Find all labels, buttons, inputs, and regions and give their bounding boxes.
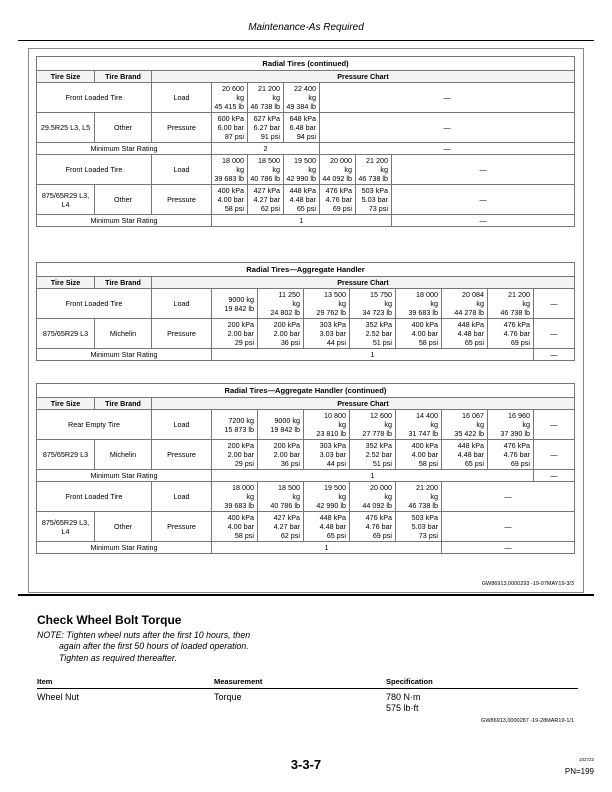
dash-cell: — bbox=[534, 289, 575, 319]
value-cell: 22 400 kg 49 384 lb bbox=[284, 83, 320, 113]
value-cell: 16 960 kg 37 390 lb bbox=[488, 410, 534, 440]
section-title: Check Wheel Bolt Torque bbox=[37, 613, 182, 627]
dash-cell: — bbox=[392, 215, 575, 227]
row-type: Pressure bbox=[152, 113, 212, 143]
value-cell: 18 000 kg 39 683 lb bbox=[212, 155, 248, 185]
value-cell: 200 kPa 2.00 bar 29 psi bbox=[212, 440, 258, 470]
row-type: Load bbox=[152, 410, 212, 440]
value-cell: 448 kPa 4.48 bar 65 psi bbox=[304, 512, 350, 542]
tire-size: 875/65R29 L3, L4 bbox=[37, 185, 95, 215]
section-divider bbox=[18, 594, 594, 596]
value-cell: 600 kPa 6.00 bar 87 psi bbox=[212, 113, 248, 143]
tire-brand: Other bbox=[95, 113, 152, 143]
value-cell: 19 500 kg 42 990 lb bbox=[284, 155, 320, 185]
value-cell: 476 kPa 4.76 bar 69 psi bbox=[488, 319, 534, 349]
value-cell: 13 500 kg 29 762 lb bbox=[304, 289, 350, 319]
dash-cell: — bbox=[320, 83, 575, 113]
row-type: Load bbox=[152, 155, 212, 185]
tire-brand: Other bbox=[95, 185, 152, 215]
value-cell: 303 kPa 3.03 bar 44 psi bbox=[304, 319, 350, 349]
value-cell: 200 kPa 2.00 bar 36 psi bbox=[258, 319, 304, 349]
min-star-value: 1 bbox=[212, 215, 392, 227]
measurement-value: Torque bbox=[214, 692, 242, 702]
value-cell: 20 000 kg 44 092 lb bbox=[350, 482, 396, 512]
value-cell: 18 000 kg 39 683 lb bbox=[396, 289, 442, 319]
row-type: Pressure bbox=[152, 440, 212, 470]
min-star-label: Minimum Star Rating bbox=[37, 349, 212, 361]
value-cell: 9000 kg 19 842 lb bbox=[258, 410, 304, 440]
note bbox=[37, 630, 537, 664]
value-cell: 400 kPa 4.00 bar 58 psi bbox=[396, 440, 442, 470]
col-tire-brand: Tire Brand bbox=[95, 71, 152, 83]
col-tire-size: Tire Size bbox=[37, 277, 95, 289]
dash-cell: — bbox=[320, 113, 575, 143]
value-cell: 400 kPa 4.00 bar 58 psi bbox=[396, 319, 442, 349]
table-title: Radial Tires—Aggregate Handler bbox=[37, 263, 575, 277]
value-cell: 20 084 kg 44 278 lb bbox=[442, 289, 488, 319]
row-type: Load bbox=[152, 482, 212, 512]
value-cell: 476 kPa 4.76 bar 69 psi bbox=[488, 440, 534, 470]
row-type: Pressure bbox=[152, 185, 212, 215]
col-tire-brand: Tire Brand bbox=[95, 277, 152, 289]
value-cell: 21 200 kg 46 738 lb bbox=[356, 155, 392, 185]
value-cell: 400 kPa 4.00 bar 58 psi bbox=[212, 185, 248, 215]
value-cell: 648 kPa 6.48 bar 94 psi bbox=[284, 113, 320, 143]
value-cell: 18 500 kg 40 786 lb bbox=[258, 482, 304, 512]
row-type: Pressure bbox=[152, 319, 212, 349]
value-cell: 16 067 kg 35 422 lb bbox=[442, 410, 488, 440]
item-value: Wheel Nut bbox=[37, 692, 80, 702]
table-title: Radial Tires (continued) bbox=[37, 57, 575, 71]
value-cell: 476 kPa 4.76 bar 69 psi bbox=[320, 185, 356, 215]
col-tire-size: Tire Size bbox=[37, 71, 95, 83]
value-cell: 448 kPa 4.48 bar 65 psi bbox=[284, 185, 320, 215]
value-cell: 352 kPa 2.52 bar 51 psi bbox=[350, 319, 396, 349]
value-cell: 14 400 kg 31 747 lb bbox=[396, 410, 442, 440]
row-type: Load bbox=[152, 289, 212, 319]
value-cell: 427 kPa 4.27 bar 62 psi bbox=[248, 185, 284, 215]
tire-brand: Other bbox=[95, 512, 152, 542]
tire-size: 875/65R29 L3, L4 bbox=[37, 512, 95, 542]
min-star-label: Minimum Star Rating bbox=[37, 143, 212, 155]
dash-cell: — bbox=[534, 440, 575, 470]
reference-code: GW86913,0000293 -19-07MAY19-3/3 bbox=[481, 581, 574, 587]
value-cell: 503 kPa 5.03 bar 73 psi bbox=[356, 185, 392, 215]
value-cell: 12 600 kg 27 778 lb bbox=[350, 410, 396, 440]
spec-value-metric: 780 N·m bbox=[386, 692, 421, 702]
col-tire-size: Tire Size bbox=[37, 398, 95, 410]
spec-value-imperial: 575 lb·ft bbox=[386, 703, 419, 713]
dash-cell: — bbox=[442, 512, 575, 542]
value-cell: 627 kPa 6.27 bar 91 psi bbox=[248, 113, 284, 143]
row-label: Front Loaded Tire bbox=[37, 482, 152, 512]
min-star-label: Minimum Star Rating bbox=[37, 215, 212, 227]
value-cell: 21 200 kg 46 738 lb bbox=[248, 83, 284, 113]
value-cell: 7200 kg 15 873 lb bbox=[212, 410, 258, 440]
value-cell: 200 kPa 2.00 bar 29 psi bbox=[212, 319, 258, 349]
col-measurement: Measurement bbox=[214, 677, 263, 686]
page-header: Maintenance-As Required bbox=[248, 22, 364, 33]
col-pressure-chart: Pressure Chart bbox=[152, 277, 575, 289]
table-rule bbox=[37, 688, 578, 689]
footer-small-ref: 102722 bbox=[578, 757, 594, 762]
dash-cell: — bbox=[442, 482, 575, 512]
header-rule bbox=[18, 40, 594, 41]
value-cell: 10 800 kg 23 810 lb bbox=[304, 410, 350, 440]
aggregate-handler-table bbox=[36, 262, 575, 361]
col-pressure-chart: Pressure Chart bbox=[152, 71, 575, 83]
value-cell: 21 200 kg 46 738 lb bbox=[396, 482, 442, 512]
dash-cell: — bbox=[392, 155, 575, 185]
tire-brand: Michelin bbox=[95, 440, 152, 470]
reference-code: GW86913,0000287 -19-28MAR19-1/1 bbox=[481, 718, 574, 724]
min-star-value: 1 bbox=[212, 349, 534, 361]
value-cell: 20 600 kg 45 415 lb bbox=[212, 83, 248, 113]
table-title: Radial Tires—Aggregate Handler (continued) bbox=[37, 384, 575, 398]
value-cell: 19 500 kg 42 990 lb bbox=[304, 482, 350, 512]
note-line: Tighten as required thereafter. bbox=[59, 652, 177, 663]
row-label: Rear Empty Tire bbox=[37, 410, 152, 440]
value-cell: 400 kPa 4.00 bar 58 psi bbox=[212, 512, 258, 542]
value-cell: 18 000 kg 39 683 lb bbox=[212, 482, 258, 512]
col-specification: Specification bbox=[386, 677, 433, 686]
value-cell: 18 500 kg 40 786 lb bbox=[248, 155, 284, 185]
page-number: 3-3-7 bbox=[290, 757, 322, 772]
dash-cell: — bbox=[320, 143, 575, 155]
value-cell: 476 kPa 4.76 bar 69 psi bbox=[350, 512, 396, 542]
value-cell: 9000 kg 19 842 lb bbox=[212, 289, 258, 319]
aggregate-handler-continued-table bbox=[36, 383, 575, 554]
col-tire-brand: Tire Brand bbox=[95, 398, 152, 410]
value-cell: 448 kPa 4.48 bar 65 psi bbox=[442, 319, 488, 349]
pn-number: PN=199 bbox=[564, 767, 594, 776]
tire-size: 875/65R29 L3 bbox=[37, 319, 95, 349]
min-star-label: Minimum Star Rating bbox=[37, 470, 212, 482]
dash-cell: — bbox=[534, 410, 575, 440]
value-cell: 200 kPa 2.00 bar 36 psi bbox=[258, 440, 304, 470]
value-cell: 427 kPa 4.27 bar 62 psi bbox=[258, 512, 304, 542]
value-cell: 15 750 kg 34 723 lb bbox=[350, 289, 396, 319]
dash-cell: — bbox=[534, 349, 575, 361]
tire-size: 875/65R29 L3 bbox=[37, 440, 95, 470]
value-cell: 352 kPa 2.52 bar 51 psi bbox=[350, 440, 396, 470]
dash-cell: — bbox=[442, 542, 575, 554]
tire-brand: Michelin bbox=[95, 319, 152, 349]
value-cell: 303 kPa 3.03 bar 44 psi bbox=[304, 440, 350, 470]
value-cell: 11 250 kg 24 802 lb bbox=[258, 289, 304, 319]
min-star-value: 1 bbox=[212, 542, 442, 554]
value-cell: 448 kPa 4.48 bar 65 psi bbox=[442, 440, 488, 470]
value-cell: 21 200 kg 46 738 lb bbox=[488, 289, 534, 319]
dash-cell: — bbox=[534, 470, 575, 482]
radial-tires-continued-table bbox=[36, 56, 575, 227]
note-line: again after the first 50 hours of loaded operation. bbox=[59, 641, 249, 652]
dash-cell: — bbox=[534, 319, 575, 349]
tire-size: 29.5R25 L3, L5 bbox=[37, 113, 95, 143]
value-cell: 20 000 kg 44 092 lb bbox=[320, 155, 356, 185]
row-label: Front Loaded Tire bbox=[37, 83, 152, 113]
min-star-value: 2 bbox=[212, 143, 320, 155]
col-pressure-chart: Pressure Chart bbox=[152, 398, 575, 410]
dash-cell: — bbox=[392, 185, 575, 215]
col-item: Item bbox=[37, 677, 53, 686]
row-type: Load bbox=[152, 83, 212, 113]
note-line: NOTE: Tighten wheel nuts after the first 10 hours, then bbox=[37, 630, 251, 640]
row-type: Pressure bbox=[152, 512, 212, 542]
value-cell: 503 kPa 5.03 bar 73 psi bbox=[396, 512, 442, 542]
min-star-label: Minimum Star Rating bbox=[37, 542, 212, 554]
min-star-value: 1 bbox=[212, 470, 534, 482]
row-label: Front Loaded Tire bbox=[37, 155, 152, 185]
row-label: Front Loaded Tire bbox=[37, 289, 152, 319]
